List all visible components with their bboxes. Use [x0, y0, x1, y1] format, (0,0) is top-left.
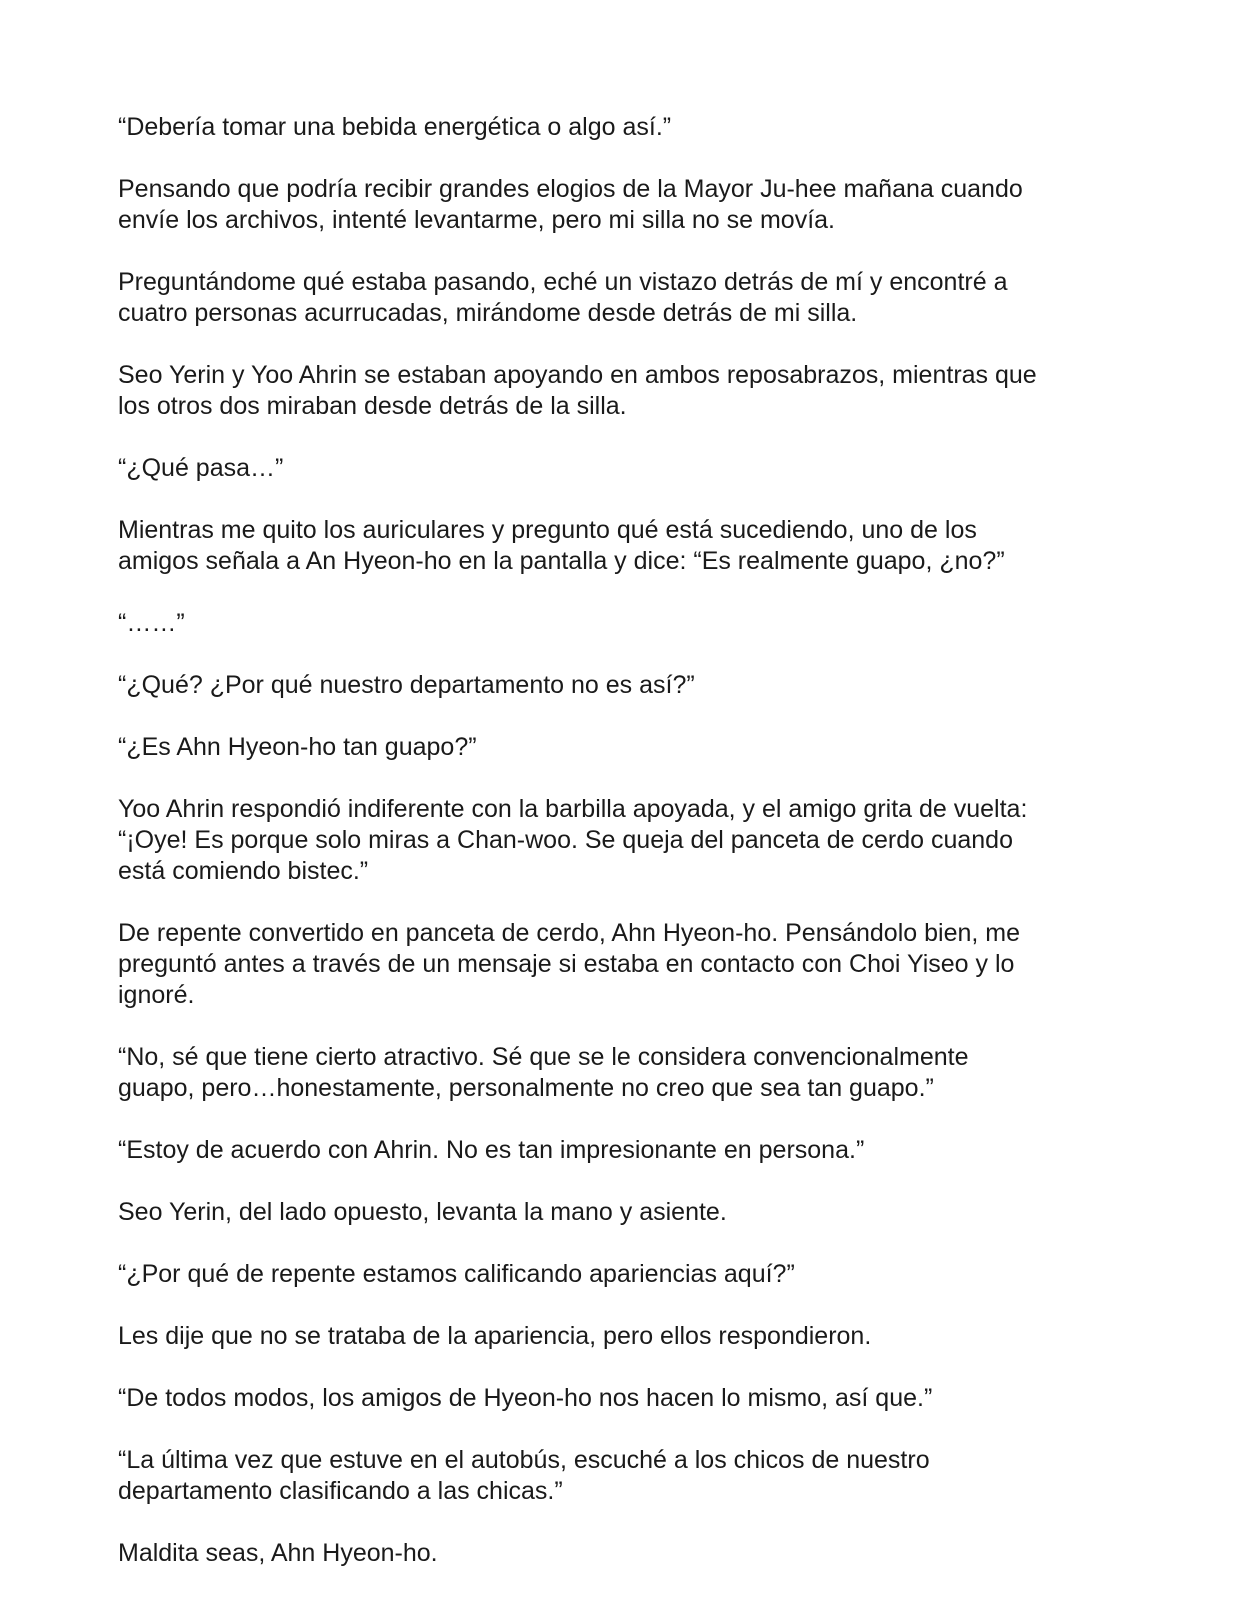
paragraph: “¿Qué? ¿Por qué nuestro departamento no es así?”: [118, 671, 695, 699]
paragraph: Seo Yerin, del lado opuesto, levanta la mano y asiente.: [118, 1198, 727, 1226]
paragraph: “La última vez que estuve en el autobús, escuché a los chicos de nuestro departamento clasificando a las chicas.”: [118, 1446, 930, 1505]
paragraph: “¿Por qué de repente estamos calificando apariencias aquí?”: [118, 1260, 795, 1288]
paragraph: “……”: [118, 609, 185, 637]
paragraph: Les dije que no se trataba de la apariencia, pero ellos respondieron.: [118, 1322, 872, 1350]
paragraph: “Estoy de acuerdo con Ahrin. No es tan impresionante en persona.”: [118, 1136, 865, 1164]
paragraph: “No, sé que tiene cierto atractivo. Sé que se le considera convencionalmente guapo, pero…honestamente, personalmente no creo que sea tan guapo.”: [118, 1043, 969, 1102]
paragraph: Yoo Ahrin respondió indiferente con la barbilla apoyada, y el amigo grita de vuelta: “¡Oye! Es porque solo miras a Chan-woo. Se queja del panceta de cerdo cuando está comiendo bistec.”: [118, 795, 1028, 885]
paragraph: Preguntándome qué estaba pasando, eché un vistazo detrás de mí y encontré a cuatro personas acurrucadas, mirándome desde detrás de mi silla.: [118, 268, 1008, 327]
paragraph: “Debería tomar una bebida energética o algo así.”: [118, 113, 672, 141]
paragraph: Seo Yerin y Yoo Ahrin se estaban apoyando en ambos reposabrazos, mientras que los otros dos miraban desde detrás de la silla.: [118, 361, 1037, 420]
paragraph: De repente convertido en panceta de cerdo, Ahn Hyeon-ho. Pensándolo bien, me preguntó antes a través de un mensaje si estaba en contacto con Choi Yiseo y lo ignoré.: [118, 919, 1021, 1009]
paragraph: “¿Qué pasa…”: [118, 454, 284, 482]
paragraph: “De todos modos, los amigos de Hyeon-ho nos hacen lo mismo, así que.”: [118, 1384, 933, 1412]
paragraph: “¿Es Ahn Hyeon-ho tan guapo?”: [118, 733, 477, 761]
paragraph: Pensando que podría recibir grandes elogios de la Mayor Ju-hee mañana cuando envíe los archivos, intenté levantarme, pero mi silla no se movía.: [118, 175, 1023, 234]
paragraph: Maldita seas, Ahn Hyeon-ho.: [118, 1539, 438, 1567]
paragraph: Mientras me quito los auriculares y pregunto qué está sucediendo, uno de los amigos señala a An Hyeon-ho en la pantalla y dice: “Es realmente guapo, ¿no?”: [118, 516, 1005, 575]
